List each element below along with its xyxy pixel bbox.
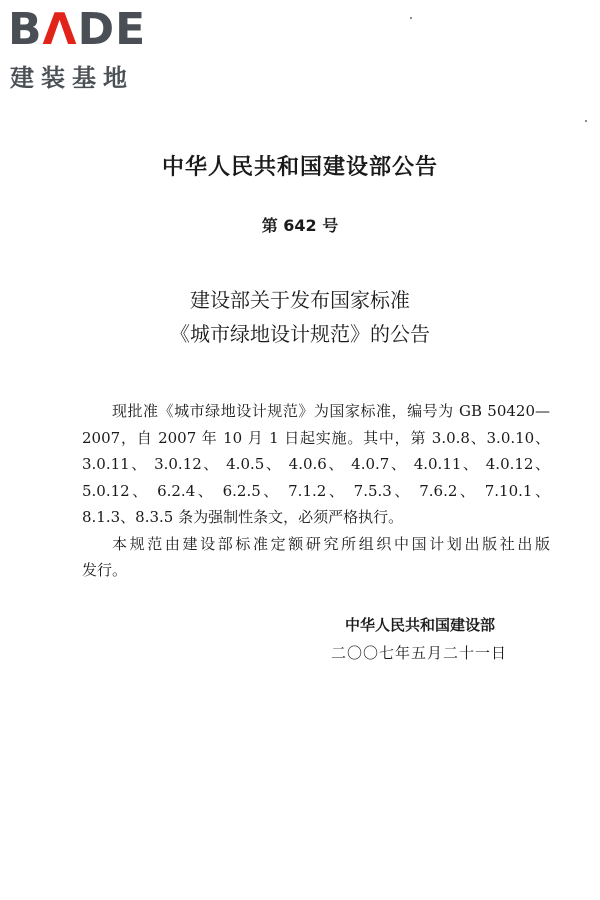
signature-block — [331, 611, 508, 667]
subtitle-line: 建设部关于发布国家标准 — [190, 288, 410, 312]
logo-subtitle: 建装基地 — [10, 64, 134, 92]
scan-speck — [585, 120, 587, 122]
logo-wordmark — [8, 6, 178, 54]
body-line: 发行。 — [82, 561, 128, 579]
subtitle-line: 《城市绿地设计规范》的公告 — [170, 322, 430, 346]
body-line: 2007，自 2007 年 10 月 1 日起实施。其中，第 3.0.8、3.0.10、 — [82, 428, 550, 447]
issue-date: 二〇〇七年五月二十一日 — [331, 644, 508, 662]
issuing-authority: 中华人民共和国建设部 — [345, 616, 496, 634]
body-line: 3.0.11、 3.0.12、 4.0.5、 4.0.6、 4.0.7、 4.0.11、 4.0.12、 — [82, 455, 550, 473]
logo-brand-text: BΛDE — [8, 4, 147, 55]
body-line: 现批准《城市绿地设计规范》为国家标准，编号为 GB 50420— — [112, 402, 550, 420]
logo-accent-letter: Λ — [42, 4, 78, 55]
scan-speck — [410, 17, 412, 19]
body-line: 本规范由建设部标准定额研究所组织中国计划出版社出版 — [112, 534, 550, 553]
announcement-body — [82, 398, 550, 584]
body-line: 8.1.3、8.3.5 条为强制性条文，必须严格执行。 — [82, 508, 404, 526]
announcement-subtitle — [0, 283, 600, 351]
announcement-title: 中华人民共和国建设部公告 — [161, 155, 438, 180]
announcement-number: 第 642 号 — [261, 216, 339, 235]
bade-logo — [8, 6, 178, 96]
body-line: 5.0.12、 6.2.4、 6.2.5、 7.1.2、 7.5.3、 7.6.2、 7.10.1、 — [82, 481, 550, 500]
